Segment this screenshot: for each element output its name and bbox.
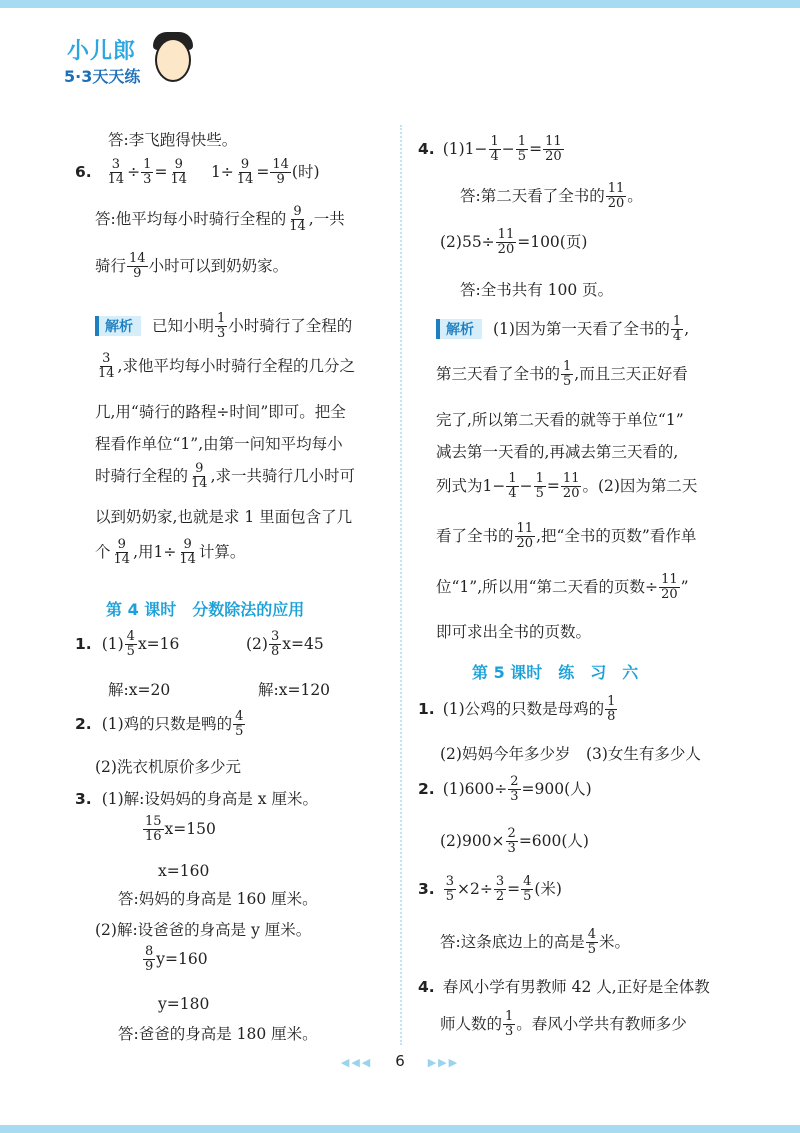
practice-1b: (2)妈妈今年多少岁 (3)女生有多少人 [440, 745, 701, 763]
answer-6-line1: 答:他平均每小时骑行全程的 $\frac{9}{14}$ ,一共 [95, 204, 345, 235]
next-arrows-icon: ▶▶▶ [427, 1056, 460, 1069]
answer-6-line2: 骑行 $\frac{14}{9}$ 小时可以到奶奶家。 [95, 251, 289, 282]
answer-line: 答:李飞跑得快些。 [108, 131, 238, 149]
practice-4-line2: 师人数的 $\frac{1}{3}$ 。春风小学共有教师多少 [440, 1009, 687, 1040]
analysis-6-line6: 以到奶奶家,也就是求 1 里面包含了几 [95, 508, 353, 526]
solution-3b: y=180 [158, 995, 210, 1013]
answer-4a: 答:第二天看了全书的 $\frac{11}{20}$ 。 [460, 181, 643, 212]
logo-subtitle: 5·3天天练 [64, 67, 141, 86]
question-3b: (2)解:设爸爸的身高是 y 厘米。 [95, 921, 312, 939]
practice-2b: (2)900× $\frac{2}{3}$ =600(人) [440, 826, 589, 857]
equation-3b: $\frac{8}{9}$ y=160 [145, 944, 208, 975]
practice-1a: 1. (1)公鸡的只数是母鸡的 $\frac{1}{8}$ [418, 694, 616, 725]
analysis-4-line3: 完了,所以第二天看的就等于单位“1” [436, 411, 684, 429]
analysis-4-line7: 位“1”,所以用“第二天看的页数÷ $\frac{11}{20}$ ” [436, 572, 689, 603]
analysis-4-line4: 减去第一天看的,再减去第三天看的, [436, 443, 679, 461]
question-4b: (2)55÷ $\frac{11}{20}$ =100(页) [440, 227, 588, 258]
header-bar [0, 0, 800, 8]
mascot-face-icon [155, 38, 191, 82]
section-title-4: 第 4 课时 分数除法的应用 [106, 600, 305, 619]
solution-1b: 解:x=120 [258, 681, 331, 699]
question-2a: 2. (1)鸡的只数是鸭的 $\frac{4}{5}$ [75, 709, 244, 740]
answer-3a: 答:妈妈的身高是 160 厘米。 [118, 890, 318, 908]
analysis-4-line6: 看了全书的 $\frac{11}{20}$ ,把“全书的页数”看作单 [436, 521, 697, 552]
footer-bar [0, 1125, 800, 1133]
question-6: 6. $\frac{3}{14}$ ÷ $\frac{1}{3}$ = $\frac{9}{14}$ 1÷ $\frac{9}{14}$ = $\frac{14}{9}$ (时) [75, 157, 320, 188]
question-3a: 3. (1)解:设妈妈的身高是 x 厘米。 [75, 790, 318, 808]
column-divider [400, 125, 402, 1045]
analysis-4-line5: 列式为1− $\frac{1}{4}$ − $\frac{1}{5}$ = $\frac{11}{20}$ 。(2)因为第二天 [436, 471, 698, 502]
solution-1a: 解:x=20 [108, 681, 171, 699]
analysis-6-line1: 解析 已知小明 $\frac{1}{3}$ 小时骑行了全程的 [95, 312, 352, 342]
question-1: 1. (1) $\frac{4}{5}$ x=16 [75, 629, 180, 660]
question-2b: (2)洗衣机原价多少元 [95, 758, 241, 776]
analysis-4-line8: 即可求出全书的页数。 [436, 623, 592, 641]
practice-2a: 2. (1)600÷ $\frac{2}{3}$ =900(人) [418, 774, 592, 805]
page-footer [0, 1052, 800, 1070]
solution-3a: x=160 [158, 862, 210, 880]
analysis-tag: 解析 [436, 319, 482, 339]
analysis-4-line1: 解析 (1)因为第一天看了全书的 $\frac{1}{4}$ , [436, 315, 689, 345]
analysis-6-line5: 时骑行全程的 $\frac{9}{14}$ ,求一共骑行几小时可 [95, 461, 355, 492]
practice-4-line1: 4. 春风小学有男教师 42 人,正好是全体教 [418, 978, 710, 996]
practice-3: 3. $\frac{3}{5}$ ×2÷ $\frac{3}{2}$ = $\frac{4}{5}$ (米) [418, 874, 562, 905]
answer-4b: 答:全书共有 100 页。 [460, 281, 614, 299]
analysis-4-line2: 第三天看了全书的 $\frac{1}{5}$ ,而且三天正好看 [436, 359, 688, 390]
prev-arrows-icon: ◀◀◀ [340, 1056, 373, 1069]
logo-title: 小儿郎 [67, 39, 137, 64]
section-title-5: 第 5 课时 练 习 六 [472, 663, 639, 682]
analysis-6-line2: $\frac{3}{14}$ ,求他平均每小时骑行全程的几分之 [98, 351, 355, 382]
answer-3b: 答:爸爸的身高是 180 厘米。 [118, 1025, 318, 1043]
question-4a: 4. (1)1− $\frac{1}{4}$ − $\frac{1}{5}$ = $\frac{11}{20}$ [418, 134, 562, 165]
question-1b: (2) $\frac{3}{8}$ x=45 [246, 629, 324, 660]
equation-3a: $\frac{15}{16}$ x=150 [145, 814, 216, 845]
logo [60, 30, 210, 90]
page-number: 6 [395, 1052, 405, 1070]
analysis-6-line3: 几,用“骑行的路程÷时间”即可。把全 [95, 403, 346, 421]
analysis-6-line7: 个 $\frac{9}{14}$ ,用1÷ $\frac{9}{14}$ 计算。 [95, 537, 246, 568]
analysis-6-line4: 程看作单位“1”,由第一问知平均每小 [95, 435, 343, 453]
analysis-tag: 解析 [95, 316, 141, 336]
practice-3-answer: 答:这条底边上的高是 $\frac{4}{5}$ 米。 [440, 927, 631, 958]
